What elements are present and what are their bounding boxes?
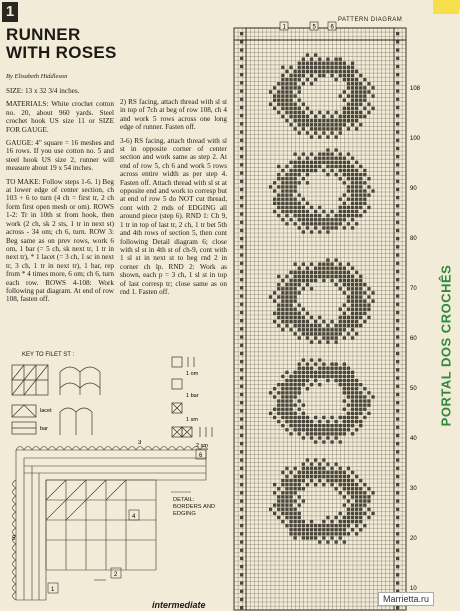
detail-num-5: 5 xyxy=(12,536,16,542)
diagram-row-number: 90 xyxy=(410,186,417,192)
key-label-sm: 1 sm xyxy=(186,417,198,423)
to-make-text: TO MAKE: Follow steps 1-6. 1) Beg at lower edge of center section, ch 103 + 6 to turn (4 ch = first tr, 2 ch form first open mesh or om). ROWS 1-2: Tr in 10th st from hook, then work (2 ch, sk 2 sts, 1 tr in next st) across - 34 om; ch 6, turn. ROW 3: Beg same as on prev rows, work 6 om, 1 bar (= 5 ch, sk next tr, 1 tr in next tr), * 1 lacet (= 3 ch, 1 sc in next tr, 3 ch, 1 tr in next tr), 1 bar, rep from * 4 times more, 6 om; ch 6, turn each row. ROWS 4-108: Work following pat diagram. At end of row 108, fasten off. xyxy=(6,177,114,304)
pattern-diagram xyxy=(228,0,433,611)
diagram-row-number: 40 xyxy=(410,436,417,442)
diagram-row-number: 50 xyxy=(410,386,417,392)
lacet-label: lacet xyxy=(40,408,52,414)
diagram-row-number: 20 xyxy=(410,536,417,542)
watermark-site: Marrietta.ru xyxy=(378,592,434,606)
instructions-column-1 xyxy=(6,87,114,309)
step-2-text: 2) RS facing, attach thread with sl st in top of 7ch at beg of row 108, ch 4 and work 5 rows across one long edge of runner. Fasten off. xyxy=(120,98,227,132)
gauge-text: GAUGE: 4" square = 16 meshes and 16 rows. If you use cotton no. 5 and steel hook US size 2, runner will measure about 19 x 54 inches. xyxy=(6,139,114,173)
detail-num-2: 2 xyxy=(114,572,118,578)
detail-num-3: 3 xyxy=(138,440,142,446)
pattern-title xyxy=(6,26,117,62)
pattern-diagram-label: PATTERN DIAGRAM xyxy=(338,17,403,23)
pattern-number: 1 xyxy=(2,2,18,22)
detail-num-1: 1 xyxy=(51,587,55,593)
step-3-6-text: 3-6) RS facing, attach thread with sl st in opposite corner of center section and work same as step 2. At end of row 5, ch 6 and work 5 rows across entire width as per step 4. Fasten off. Attach thread with sl st at opposite end and work to corresp but at end of row 5 do NOT cut thread, cont with 2 rnds of EDGING all around piece (step 6). RND 1: Ch 9, 1 tr in top of last tr, 2 ch, 1 tr bet 5th and 4th rows of section 5, then cont following Detail diagram 6; close with sl st in 4th st of ch-9, cont with 1 sl st in next st to beg rnd 2 in corner ch lp. RND 2: Work as shown, each p = 3 ch, 1 sl st in top of last corresp tr; close same as on rnd 1. Fasten off. xyxy=(120,136,227,296)
key-label-2sm: 2 sm xyxy=(196,443,208,449)
diagram-row-number: 100 xyxy=(410,136,421,142)
instructions-column-2 xyxy=(120,98,227,301)
diagram-row-number: 30 xyxy=(410,486,417,492)
watermark-side xyxy=(434,230,458,470)
size-text: SIZE: 13 x 32 3/4 inches. xyxy=(6,87,80,95)
diagram-row-number: 10 xyxy=(410,586,417,592)
title-line-1: RUNNER xyxy=(6,25,81,44)
diagram-section-1: 1 xyxy=(282,24,286,31)
diagram-row-number: 70 xyxy=(410,286,417,292)
level-badge: intermediate xyxy=(152,600,206,610)
key-title: KEY TO FILET ST : xyxy=(22,352,75,358)
diagram-section-6: 6 xyxy=(330,24,334,31)
detail-caption: DETAIL: BORDERS AND EDGING xyxy=(173,497,216,517)
stitch-key xyxy=(170,355,230,450)
detail-diagram xyxy=(6,440,228,605)
watermark-side-text: PORTAL DOS CROCHÊS xyxy=(438,264,454,427)
detail-num-6: 6 xyxy=(199,453,203,459)
key-label-om: 1 om xyxy=(186,371,199,377)
diagram-section-5: 5 xyxy=(312,24,316,31)
diagram-row-number: 108 xyxy=(410,86,421,92)
materials-text: MATERIALS: White crochet cotton no. 20, about 960 yards. Steel crochet hook US size 11 or SIZE FOR GAUGE. xyxy=(6,100,114,134)
byline: By Elisabeth Hiddleson xyxy=(6,73,68,80)
key-label-bar: 1 bar xyxy=(186,393,199,399)
title-line-2: WITH ROSES xyxy=(6,43,117,62)
key-symbols xyxy=(10,360,180,450)
diagram-row-number: 80 xyxy=(410,236,417,242)
diagram-row-number: 60 xyxy=(410,336,417,342)
detail-num-4: 4 xyxy=(132,514,136,520)
bar-label: bar xyxy=(40,426,48,432)
